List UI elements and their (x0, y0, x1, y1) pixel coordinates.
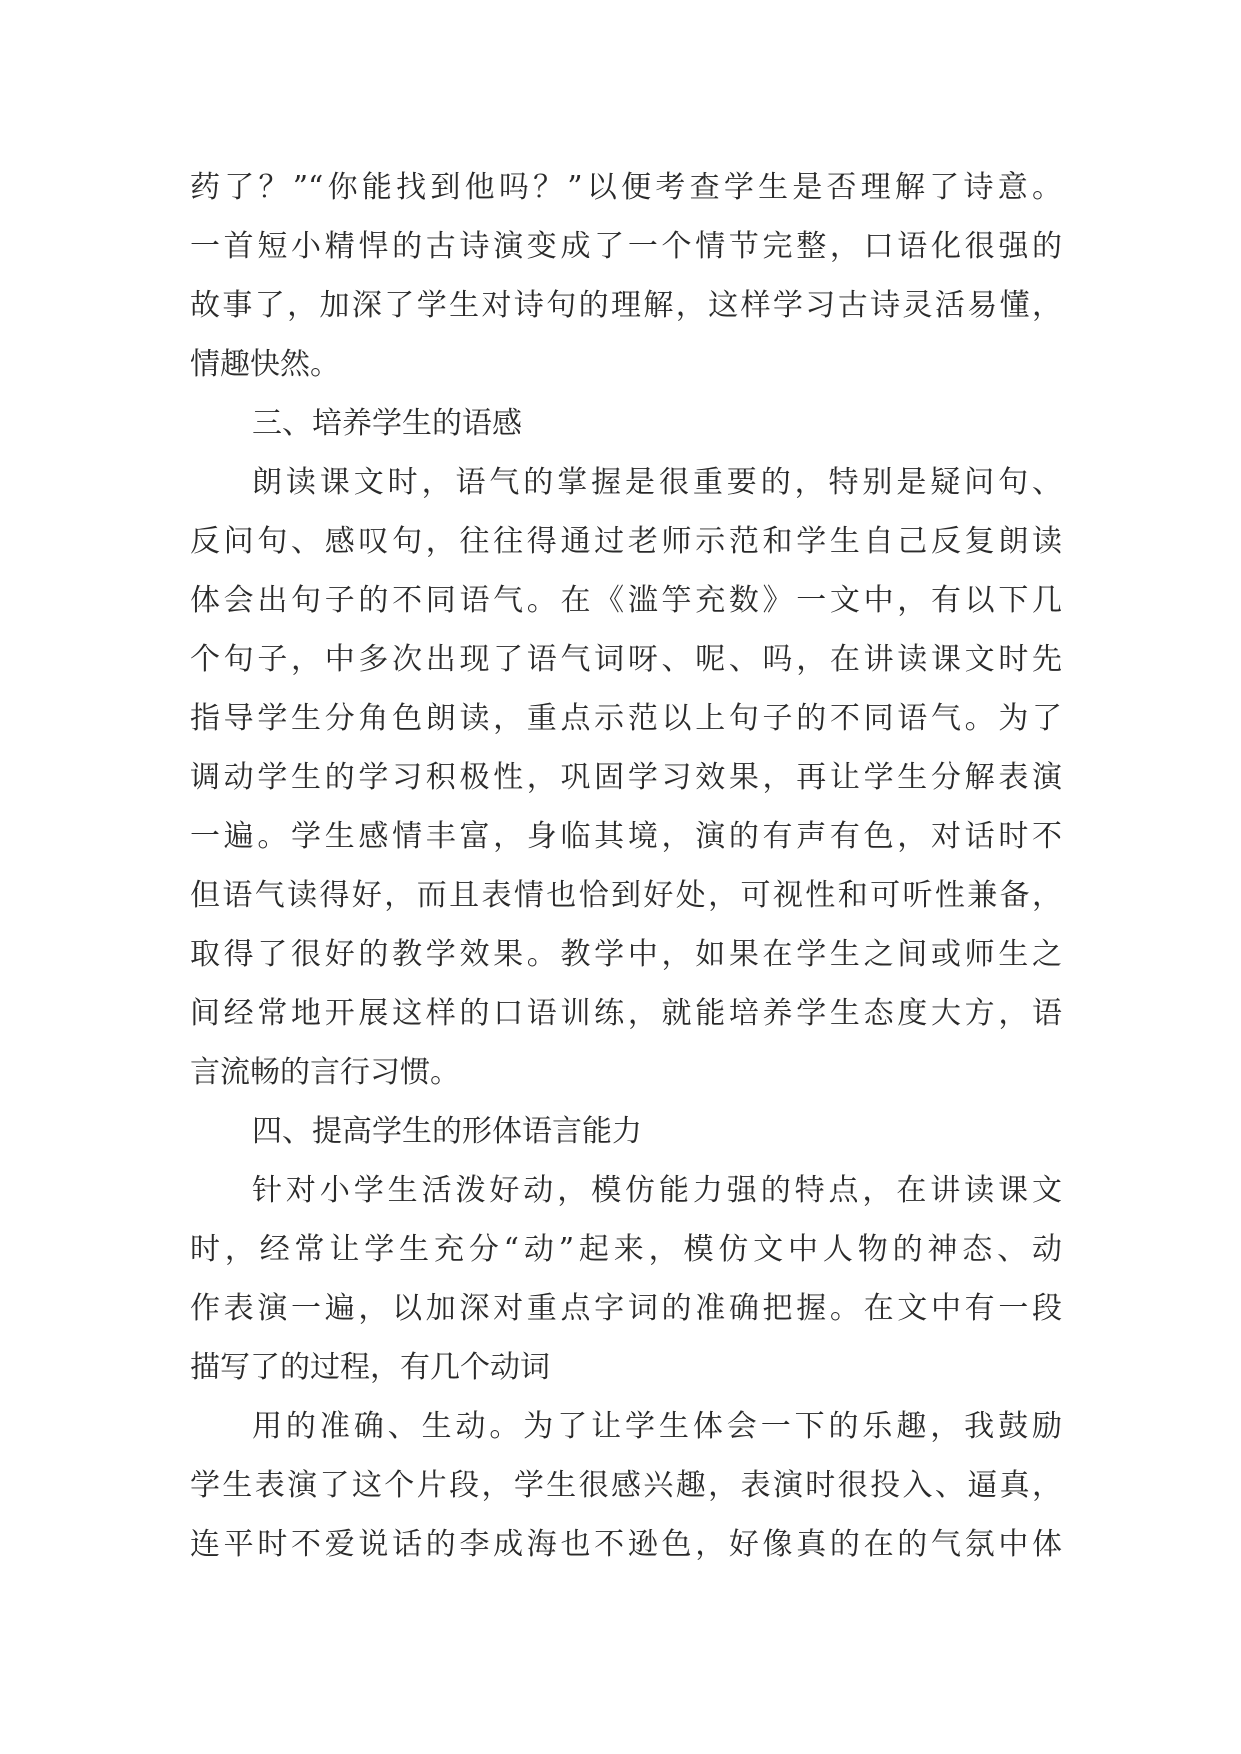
text-line: 故事了，加深了学生对诗句的理解，这样学习古诗灵活易懂， (190, 288, 1062, 323)
document-body (190, 158, 1062, 1574)
text-line: 三、培养学生的语感 (252, 406, 522, 441)
text-line: 用的准确、生动。为了让学生体会一下的乐趣，我鼓励 (252, 1409, 1062, 1444)
text-line: 间经常地开展这样的口语训练，就能培养学生态度大方，语 (190, 996, 1062, 1031)
text-line: 反问句、感叹句，往往得通过老师示范和学生自己反复朗读 (190, 524, 1062, 559)
text-line: 情趣快然。 (190, 347, 340, 382)
text-line: 药了？”“你能找到他吗？”以便考查学生是否理解了诗意。 (190, 170, 1062, 205)
text-line: 作表演一遍，以加深对重点字词的准确把握。在文中有一段 (190, 1291, 1062, 1326)
text-line: 时，经常让学生充分“动”起来，模仿文中人物的神态、动 (190, 1232, 1062, 1267)
text-line: 连平时不爱说话的李成海也不逊色，好像真的在的气氛中体 (190, 1527, 1062, 1562)
text-line: 针对小学生活泼好动，模仿能力强的特点，在讲读课文 (252, 1173, 1062, 1208)
text-line: 言流畅的言行习惯。 (190, 1055, 460, 1090)
text-line: 朗读课文时，语气的掌握是很重要的，特别是疑问句、 (252, 465, 1062, 500)
text-line: 一首短小精悍的古诗演变成了一个情节完整，口语化很强的 (190, 229, 1062, 264)
text-line: 描写了的过程，有几个动词 (190, 1350, 550, 1385)
text-line: 但语气读得好，而且表情也恰到好处，可视性和可听性兼备， (190, 878, 1062, 913)
text-line: 体会出句子的不同语气。在《滥竽充数》一文中，有以下几 (190, 583, 1062, 618)
text-line: 一遍。学生感情丰富，身临其境，演的有声有色，对话时不 (190, 819, 1062, 854)
text-line: 取得了很好的教学效果。教学中，如果在学生之间或师生之 (190, 937, 1062, 972)
text-line: 学生表演了这个片段，学生很感兴趣，表演时很投入、逼真， (190, 1468, 1062, 1503)
text-line: 四、提高学生的形体语言能力 (252, 1114, 642, 1149)
text-line: 指导学生分角色朗读，重点示范以上句子的不同语气。为了 (190, 701, 1062, 736)
text-line: 调动学生的学习积极性，巩固学习效果，再让学生分解表演 (190, 760, 1062, 795)
text-line: 个句子，中多次出现了语气词呀、呢、吗，在讲读课文时先 (190, 642, 1062, 677)
